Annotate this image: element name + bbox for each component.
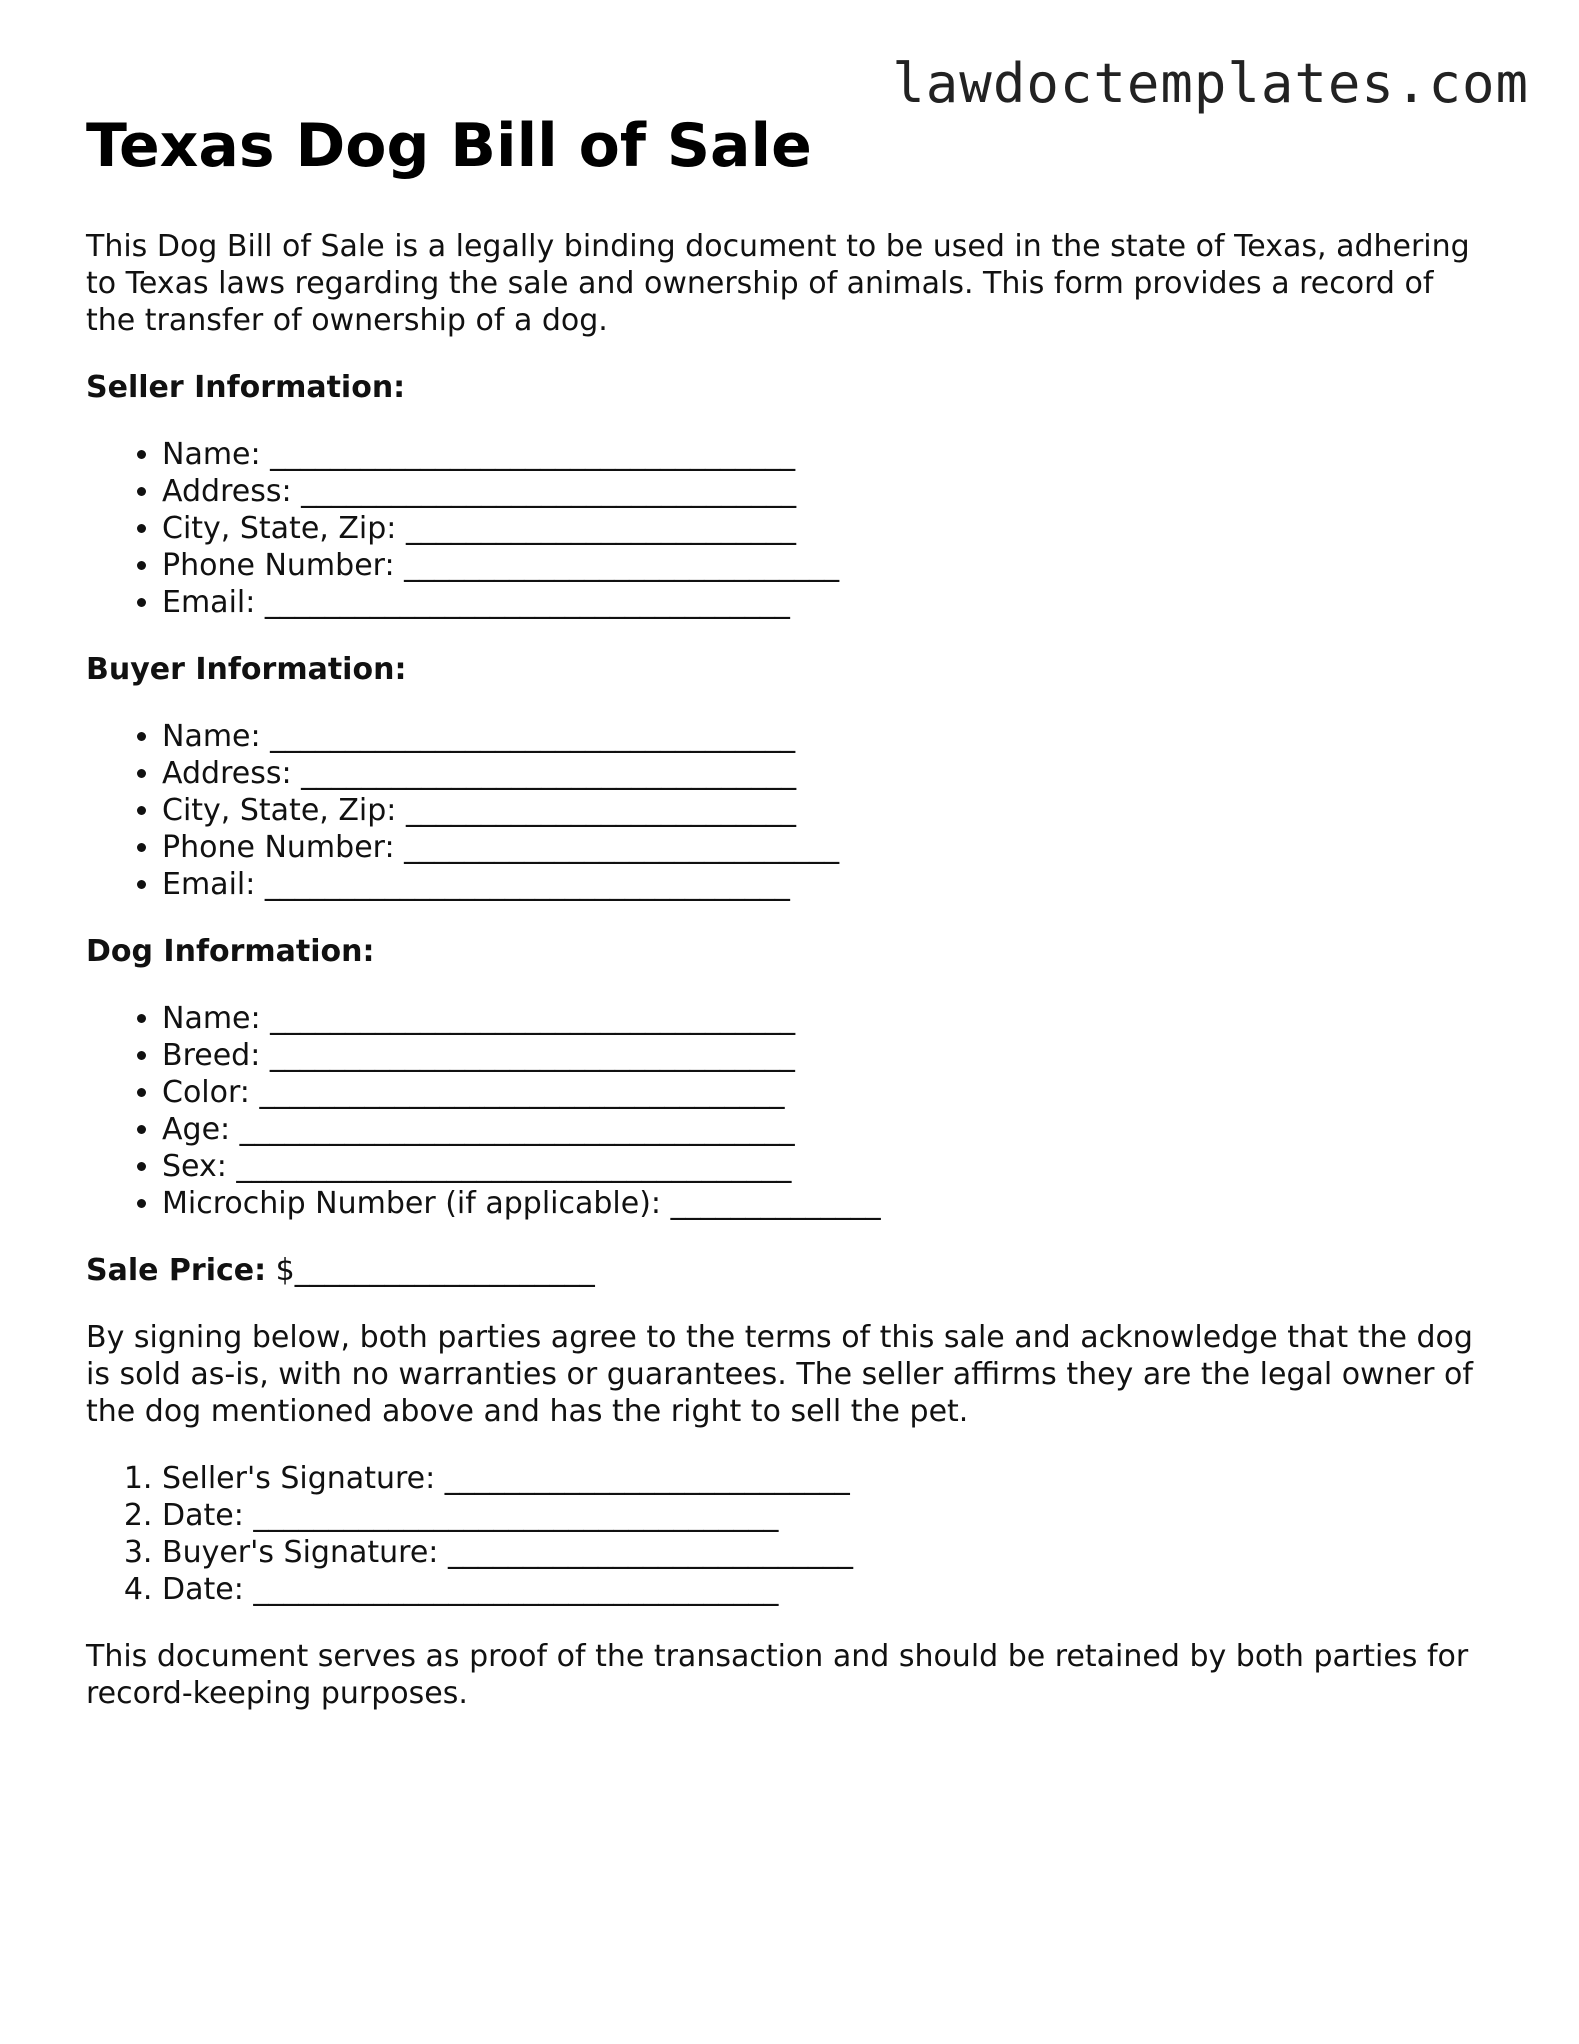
dog-sex-field: • Sex: _____________________________________ — [162, 1148, 1486, 1185]
fill-in-blank[interactable]: _________________________________ — [301, 474, 797, 509]
buyer-name-field: • Name: ___________________________________ — [162, 718, 1486, 755]
buyer-signature-field: 3. Buyer's Signature: ___________________________ — [162, 1534, 1486, 1571]
buyer-phone-field: • Phone Number: _____________________________ — [162, 829, 1486, 866]
fill-in-blank[interactable]: ___________________________________ — [270, 437, 796, 472]
dog-breed-field: • Breed: ___________________________________ — [162, 1037, 1486, 1074]
fill-in-blank[interactable]: ___________________________________ — [253, 1572, 779, 1607]
fill-in-blank[interactable]: ___________________________________ — [264, 585, 790, 620]
intro-paragraph: This Dog Bill of Sale is a legally binding document to be used in the state of Texas, adhering to Texas laws regarding the sale and ownership of animals. This form provides a record of the transfer of ownership of a dog. — [86, 229, 1470, 338]
seller-field-list — [86, 436, 1486, 621]
fill-in-blank[interactable]: ___________________________________ — [269, 1038, 795, 1073]
signature-list — [86, 1460, 1486, 1608]
site-watermark: lawdoctemplates.com — [892, 52, 1529, 115]
fill-in-blank[interactable]: ___________________________________ — [270, 719, 796, 754]
closing-paragraph: This document serves as proof of the transaction and should be retained by both parties for record-keeping purposes. — [86, 1639, 1469, 1711]
fill-in-blank[interactable]: ___________________________________ — [259, 1075, 785, 1110]
seller-signature-field: 1. Seller's Signature: ___________________________ — [162, 1460, 1486, 1497]
dog-color-field: • Color: ___________________________________ — [162, 1074, 1486, 1111]
buyer-email-field: • Email: ___________________________________ — [162, 866, 1486, 903]
dog-field-list — [86, 1000, 1486, 1222]
buyer-city-state-zip-field: • City, State, Zip: __________________________ — [162, 792, 1486, 829]
seller-name-field: • Name: ___________________________________ — [162, 436, 1486, 473]
seller-email-field: • Email: ___________________________________ — [162, 584, 1486, 621]
dog-age-field: • Age: _____________________________________ — [162, 1111, 1486, 1148]
seller-address-field: • Address: _________________________________ — [162, 473, 1486, 510]
sale-price-line — [86, 1252, 1486, 1289]
fill-in-blank[interactable]: _____________________________________ — [236, 1149, 792, 1184]
fill-in-blank[interactable]: _________________________________ — [301, 756, 797, 791]
seller-section-heading: Seller Information: — [86, 370, 406, 405]
document-body — [86, 108, 1486, 1742]
fill-in-blank[interactable]: _____________________________ — [404, 548, 840, 583]
seller-city-state-zip-field: • City, State, Zip: __________________________ — [162, 510, 1486, 547]
fill-in-blank[interactable]: ___________________________________ — [270, 1001, 796, 1036]
dog-name-field: • Name: ___________________________________ — [162, 1000, 1486, 1037]
fill-in-blank[interactable]: ___________________________ — [444, 1461, 850, 1496]
seller-date-field: 2. Date: ___________________________________ — [162, 1497, 1486, 1534]
buyer-section-heading: Buyer Information: — [86, 652, 407, 687]
sale-price-blank[interactable]: $____________________ — [266, 1253, 595, 1288]
buyer-date-field: 4. Date: ___________________________________ — [162, 1571, 1486, 1608]
buyer-address-field: • Address: _________________________________ — [162, 755, 1486, 792]
fill-in-blank[interactable]: ______________ — [670, 1186, 881, 1221]
dog-section-heading: Dog Information: — [86, 934, 375, 969]
seller-phone-field: • Phone Number: _____________________________ — [162, 547, 1486, 584]
fill-in-blank[interactable]: __________________________ — [405, 511, 796, 546]
fill-in-blank[interactable]: __________________________ — [405, 793, 796, 828]
fill-in-blank[interactable]: _____________________________ — [404, 830, 840, 865]
fill-in-blank[interactable]: _____________________________________ — [239, 1112, 795, 1147]
document-title: Texas Dog Bill of Sale — [86, 111, 812, 181]
fill-in-blank[interactable]: ___________________________ — [447, 1535, 853, 1570]
fill-in-blank[interactable]: ___________________________________ — [253, 1498, 779, 1533]
dog-microchip-field: • Microchip Number (if applicable): ______________ — [162, 1185, 1486, 1222]
agreement-paragraph: By signing below, both parties agree to the terms of this sale and acknowledge that the dog is sold as-is, with no warranties or guarantees. The seller affirms they are the legal owner of the dog mentioned above and has the right to sell the pet. — [86, 1320, 1473, 1429]
sale-price-label: Sale Price: — [86, 1253, 267, 1288]
buyer-field-list — [86, 718, 1486, 903]
fill-in-blank[interactable]: ___________________________________ — [264, 867, 790, 902]
